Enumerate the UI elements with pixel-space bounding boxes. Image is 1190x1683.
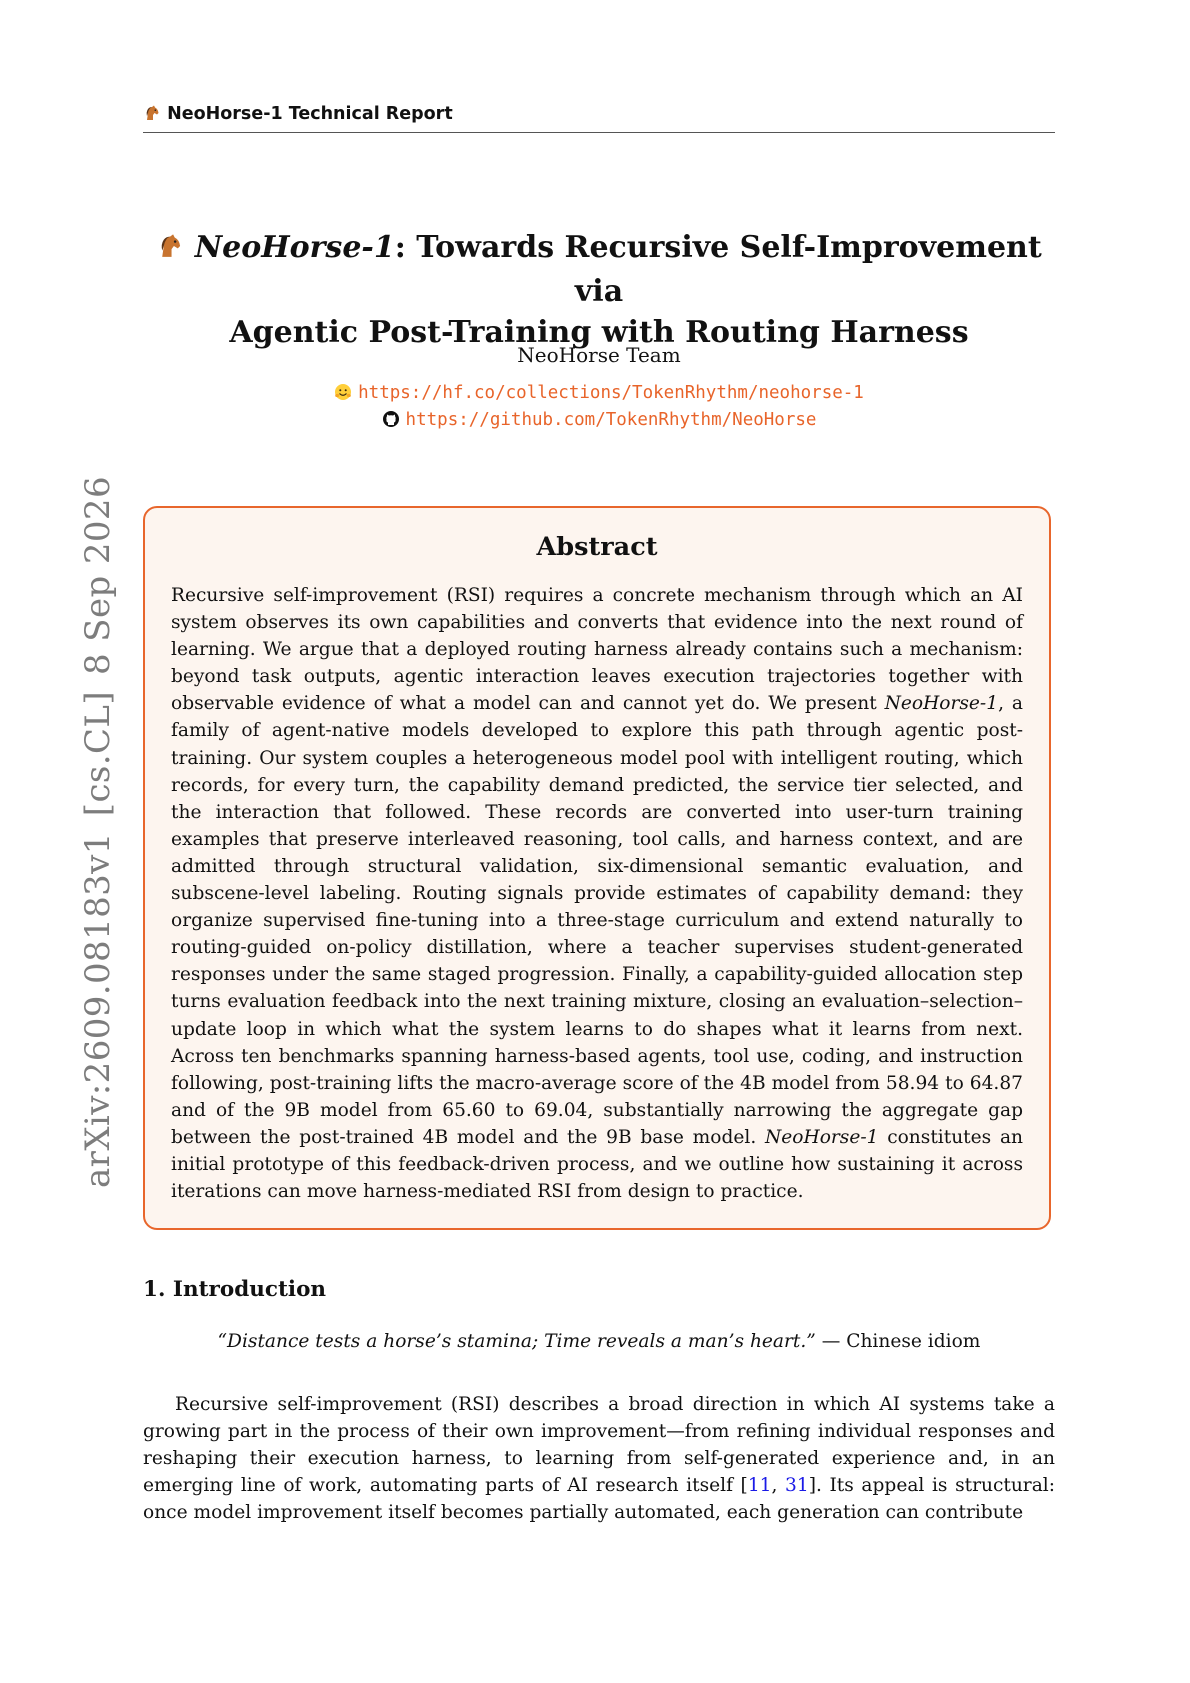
running-header	[143, 104, 1055, 127]
hugging-face-icon	[334, 383, 358, 403]
header-title: NeoHorse-1 Technical Report	[167, 104, 453, 124]
epigraph	[143, 1331, 1055, 1352]
title-line2: Agentic Post-Training with Routing Harness	[229, 315, 969, 350]
abstract-text-part: constitutes an initial prototype of this feedback-driven process, and we outline how sustaining it across iterations can move harness-mediated RSI from design to practice.	[171, 1126, 1024, 1203]
abstract-model-name: NeoHorse-1	[765, 1126, 879, 1148]
arxiv-date: 8 Sep 2026	[78, 476, 118, 675]
citation-separator: ,	[771, 1475, 786, 1497]
horse-icon	[143, 104, 161, 127]
intro-text-part: ]. Its appeal is structural: once model improvement itself becomes partially automated, each generation can contribute	[143, 1475, 1055, 1524]
arxiv-category: [cs.CL]	[78, 690, 118, 817]
hf-link-row[interactable]	[143, 380, 1055, 407]
abstract-model-name: NeoHorse-1	[884, 693, 999, 715]
horse-icon	[156, 230, 184, 271]
citation-link[interactable]: 11	[747, 1475, 772, 1497]
abstract-box	[143, 506, 1051, 1230]
section-heading: 1. Introduction	[143, 1277, 327, 1302]
abstract-heading: Abstract	[536, 532, 658, 562]
abstract-text	[171, 582, 1023, 1205]
project-links	[143, 380, 1055, 434]
hf-link[interactable]: https://hf.co/collections/TokenRhythm/neohorse-1	[358, 383, 864, 403]
arxiv-id: arXiv:2609.08183v1	[78, 832, 118, 1188]
citation-link[interactable]: 31	[785, 1475, 809, 1497]
author: NeoHorse Team	[517, 343, 681, 367]
abstract-text-part: , a family of agent-native models developed to explore this path through agentic post-training. Our system couples a heterogeneous model pool with intelligent routing, which records, for every turn, the capability demand predicted, the service tier selected, and the interaction that followed. These records are converted into user-turn training examples that preserve interleaved reasoning, tool calls, and harness context, and are admitted through structural validation, six-dimensional semantic evaluation, and subscene-level labeling. Routing signals provide estimates of capability demand: they organize supervised fine-tuning into a three-stage curriculum and extend naturally to routing-guided on-policy distillation, where a teacher supervises student-generated responses under the same staged progression. Finally, a capability-guided allocation step turns evaluation feedback into the next training mixture, closing an evaluation–selection–update loop in which what the system learns to do shapes what it learns from next. Across ten benchmarks spanning harness-based agents, tool use, coding, and instruction following, post-training lifts the macro-average score of the 4B model from 58.94 to 64.87 and of the 9B model from 65.60 to 69.04, substantially narrowing the aggregate gap between the post-trained 4B model and the 9B base model.	[171, 693, 1023, 1148]
github-icon	[382, 410, 406, 430]
intro-paragraph	[143, 1391, 1055, 1526]
header-rule	[143, 132, 1055, 133]
paper-title	[143, 227, 1055, 353]
abstract-text-part: Recursive self-improvement (RSI) requires a concrete mechanism through which an AI system observes its own capabilities and converts that evidence into the next round of learning. We argue that a deployed routing harness already contains such a mechanism: beyond task outputs, agentic interaction leaves execution trajectories together with observable evidence of what a model can and cannot yet do. We present	[171, 585, 1023, 715]
arxiv-sidebar-stamp	[78, 460, 118, 1188]
title-line1: : Towards Recursive Self-Improvement via	[394, 230, 1042, 309]
epigraph-quote: “Distance tests a horse’s stamina; Time reveals a man’s heart.”	[217, 1331, 816, 1352]
github-link[interactable]: https://github.com/TokenRhythm/NeoHorse	[405, 410, 817, 430]
intro-text-part: Recursive self-improvement (RSI) describes a broad direction in which AI systems take a growing part in the process of their own improvement—from refining individual responses and reshaping their execution harness, to learning from self-generated experience and, in an emerging line of work, automating parts of AI research itself [	[143, 1394, 1055, 1497]
epigraph-source: — Chinese idiom	[815, 1331, 981, 1352]
github-link-row[interactable]	[143, 407, 1055, 434]
title-model-name: NeoHorse-1	[194, 230, 395, 265]
